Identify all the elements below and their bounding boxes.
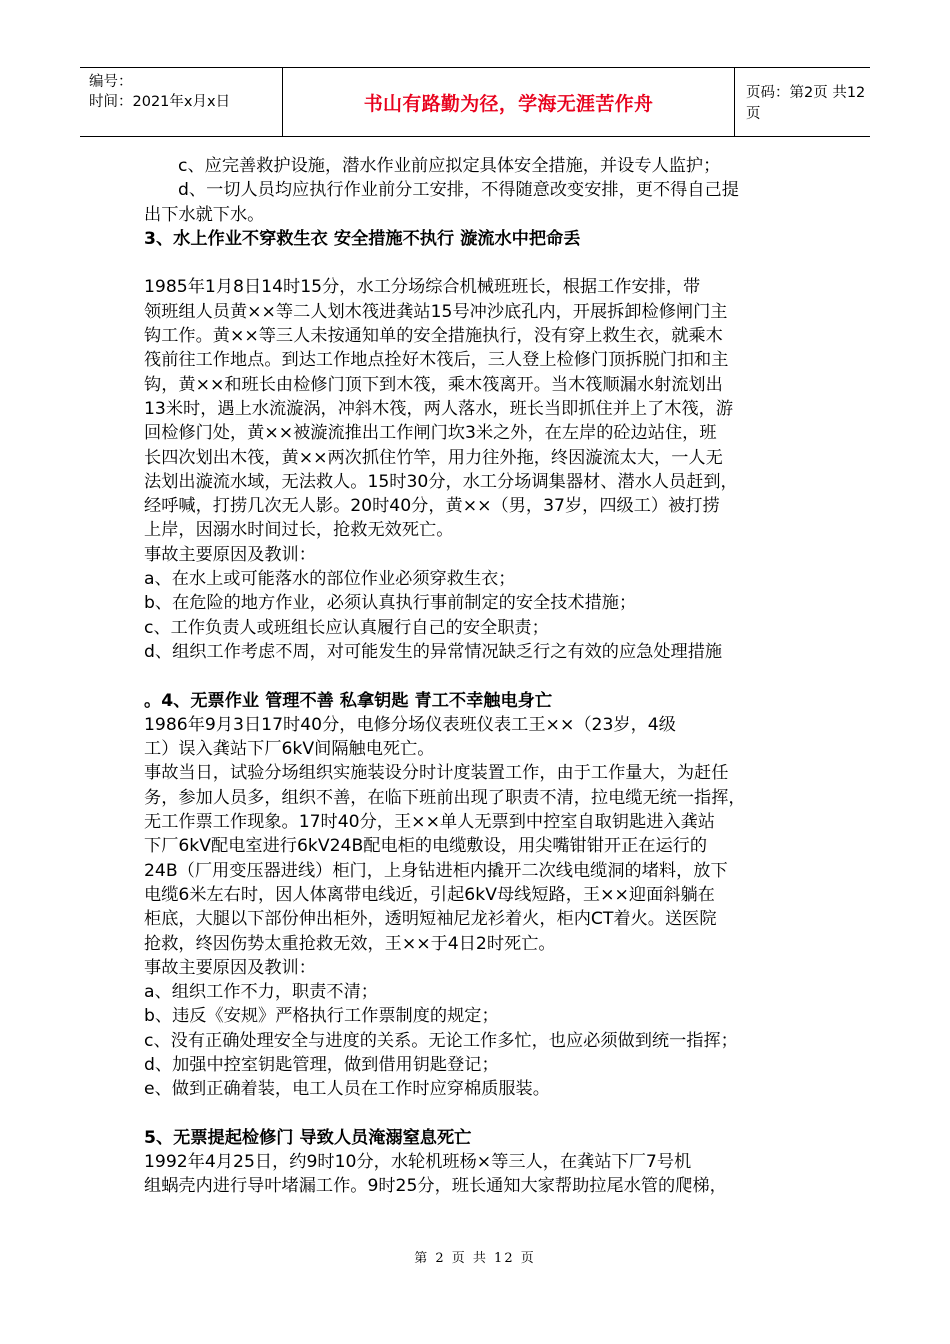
body-line: 1992年4月25日，约9时10分，水轮机班杨×等三人，在龚站下厂7号机: [144, 1152, 692, 1173]
body-line: d、一切人员均应执行作业前分工安排，不得随意改变安排，更不得自己提: [178, 180, 739, 201]
body-line: 13米时，遇上水流漩涡，冲斜木筏，两人落水，班长当即抓住并上了木筏，游: [144, 398, 734, 419]
header-meta-cell: [80, 68, 283, 136]
body-line: 钩，黄××和班长由检修门顶下到木筏，乘木筏离开。当木筏顺漏水射流划出: [144, 374, 723, 395]
body-line: 下厂6kV配电室进行6kV24B配电柜的电缆敷设，用尖嘴钳钳开正在运行的: [144, 836, 708, 857]
body-line: a、组织工作不力，职责不清；: [144, 982, 378, 1003]
body-line: 回检修门处，黄××被漩流推出工作闸门坎3米之外，在左岸的砼边站住，班: [144, 423, 717, 444]
body-line: 1986年9月3日17时40分，电修分场仪表班仪表工王××（23岁，4级: [144, 714, 676, 735]
header-page-cell: [735, 68, 870, 136]
page-header-table: [80, 67, 870, 137]
body-line: 工）误入龚站下厂6kV间隔触电死亡。: [144, 739, 435, 760]
body-line: 领班组人员黄××等二人划木筏进龚站15号冲沙底孔内，开展拆卸检修闸门主: [144, 301, 728, 322]
body-line: a、在水上或可能落水的部位作业必须穿救生衣；: [144, 569, 516, 590]
body-line: 筏前往工作地点。到达工作地点拴好木筏后，三人登上检修门顶拆脱门扣和主: [144, 350, 729, 371]
body-line: c、工作负责人或班组长应认真履行自己的安全职责；: [144, 617, 549, 638]
body-line: 出下水就下水。: [144, 204, 265, 225]
body-line: 法划出漩流水域，无法救人。15时30分，水工分场调集器材、潜水人员赶到，: [144, 471, 738, 492]
body-line: d、组织工作考虑不周，对可能发生的异常情况缺乏行之有效的应急处理措施: [144, 641, 723, 662]
blank-line: [144, 1102, 824, 1126]
section-heading: 5、无票提起检修门 导致人员淹溺窒息死亡: [144, 1127, 472, 1148]
document-body: [144, 154, 824, 1199]
body-line: c、应完善救护设施，潜水作业前应拟定具体安全措施，并设专人监护；: [178, 156, 721, 176]
body-line: 无工作票工作现象。17时40分，王××单人无票到中控室自取钥匙进入龚站: [144, 812, 715, 833]
body-line: 事故主要原因及教训：: [144, 957, 316, 978]
blank-line: [144, 664, 824, 688]
body-line: 柜底，大腿以下部份伸出柜外，透明短袖尼龙衫着火，柜内CT着火。送医院: [144, 909, 717, 930]
header-motto-cell: [283, 68, 735, 136]
document-date: 时间：2021年x月x日: [89, 94, 231, 110]
body-line: 钩工作。黄××等三人未按通知单的安全措施执行，没有穿上救生衣，就乘木: [144, 326, 723, 347]
header-motto: 书山有路勤为径，学海无涯苦作舟: [363, 92, 654, 115]
body-line: 抢救，终因伤势太重抢救无效，王××于4日2时死亡。: [144, 933, 556, 954]
section-heading: 。4、无票作业 管理不善 私拿钥匙 青工不幸触电身亡: [144, 690, 553, 711]
body-line: 组蜗壳内进行导叶堵漏工作。9时25分，班长通知大家帮助拉尾水管的爬梯，: [144, 1176, 727, 1197]
body-line: 事故当日，试验分场组织实施装设分时计度装置工作，由于工作量大，为赶任: [144, 763, 729, 784]
document-number-label: 编号：: [89, 74, 133, 90]
body-line: e、做到正确着装，电工人员在工作时应穿棉质服装。: [144, 1079, 550, 1100]
blank-line: [144, 251, 824, 275]
body-line: 24B（厂用变压器进线）柜门，上身钻进柜内撬开二次线电缆洞的堵料，放下: [144, 860, 728, 881]
body-line: 上岸，因溺水时间过长，抢救无效死亡。: [144, 520, 454, 541]
body-line: 经呼喊，打捞几次无人影。20时40分，黄××（男，37岁，四级工）被打捞: [144, 496, 720, 517]
page-footer: 第 2 页 共 12 页: [414, 1251, 536, 1266]
body-line: c、没有正确处理安全与进度的关系。无论工作多忙，也应必须做到统一指挥；: [144, 1030, 738, 1051]
body-line: b、在危险的地方作业，必须认真执行事前制定的安全技术措施；: [144, 593, 637, 614]
body-line: 电缆6米左右时，因人体离带电线近，引起6kV母线短路，王××迎面斜躺在: [144, 884, 715, 905]
body-line: b、违反《安规》严格执行工作票制度的规定；: [144, 1006, 499, 1027]
body-line: 务，参加人员多，组织不善，在临下班前出现了职责不清，拉电缆无统一指挥，: [144, 787, 746, 808]
header-page-info: 页码：第2页 共12页: [746, 85, 866, 122]
body-line: 事故主要原因及教训：: [144, 544, 316, 565]
section-heading: 3、水上作业不穿救生衣 安全措施不执行 漩流水中把命丢: [144, 228, 581, 249]
body-line: d、加强中控室钥匙管理，做到借用钥匙登记；: [144, 1054, 499, 1075]
body-line: 长四次划出木筏，黄××两次抓住竹竿，用力往外拖，终因漩流太大，一人无: [144, 447, 723, 468]
body-line: 1985年1月8日14时15分，水工分场综合机械班班长，根据工作安排，带: [144, 277, 701, 298]
